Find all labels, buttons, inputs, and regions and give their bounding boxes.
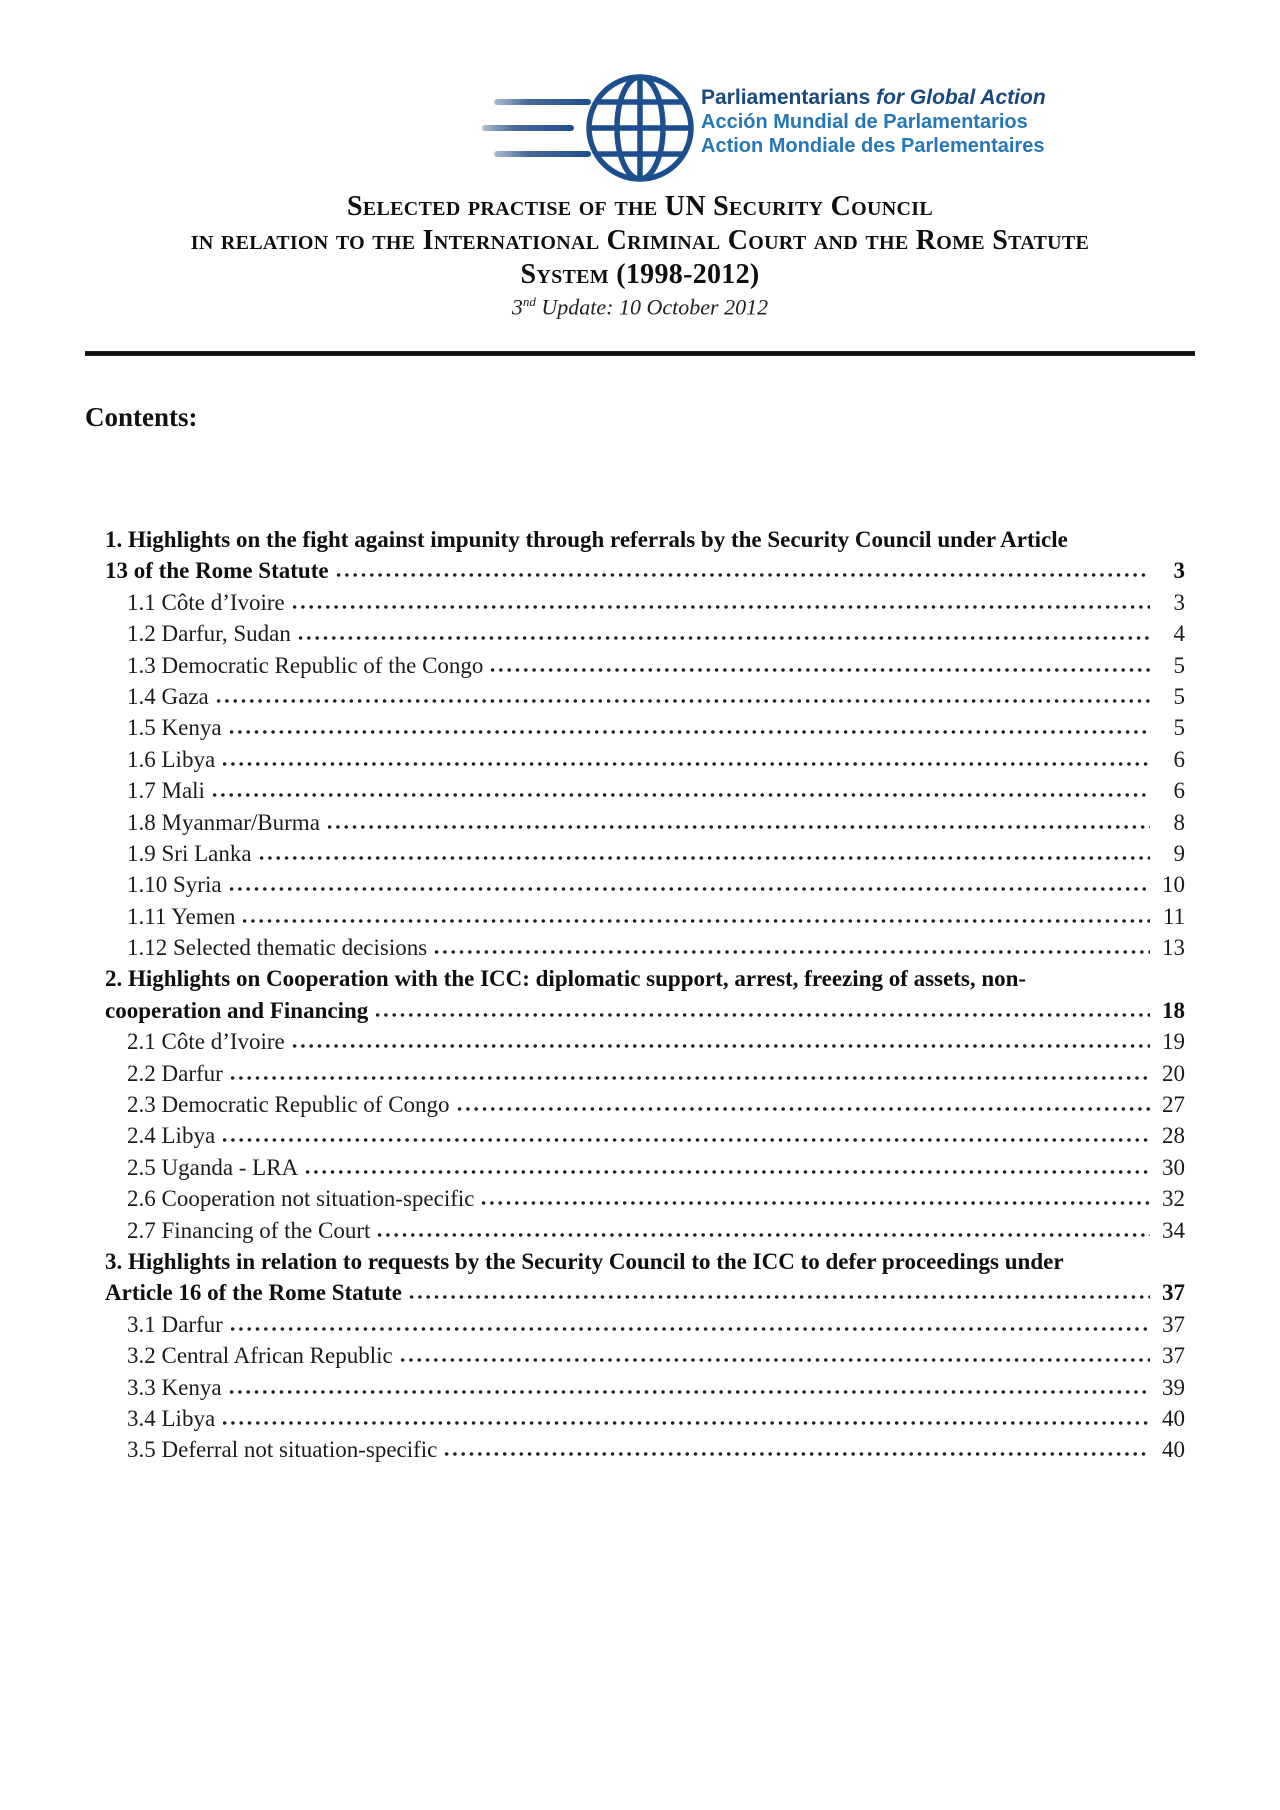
toc-section-1-heading-line2 [105,558,1185,589]
toc-page-number: 8 [1173,809,1185,835]
logo-org-name-italic: for Global Action [876,86,1046,109]
dot-leader [377,1232,1150,1238]
toc-item [105,935,1185,966]
dot-leader [292,1043,1150,1049]
toc-page-number: 20 [1162,1060,1185,1086]
logo-line-french: Action Mondiale des Parlementaires [701,135,1045,157]
dot-leader [305,1169,1150,1175]
toc-page-number: 40 [1162,1405,1185,1431]
toc-page-number: 37 [1162,1311,1185,1337]
dot-leader [298,635,1150,641]
toc-label: 3.2 Central African Republic [127,1343,393,1369]
toc-section-2-heading-line2 [105,998,1185,1029]
update-number: 3 [511,294,523,320]
update-subtitle [85,294,1195,320]
toc-item [105,872,1185,903]
dot-leader [409,1294,1150,1300]
contents-heading: Contents: [85,402,198,432]
dot-leader [481,1200,1150,1206]
dot-leader [434,949,1150,955]
dot-leader [490,667,1150,673]
toc-item [105,684,1185,715]
toc-label: 1.7 Mali [127,778,205,804]
dot-leader [259,855,1150,861]
toc-page-number: 5 [1173,715,1185,741]
table-of-contents [105,527,1185,1469]
toc-item [105,1375,1185,1406]
dot-leader [292,604,1150,610]
toc-label: 2.4 Libya [127,1123,216,1149]
toc-page-number: 5 [1173,652,1185,678]
toc-page-number: 19 [1162,1029,1185,1055]
dot-leader [229,1389,1150,1395]
dot-leader [400,1357,1150,1363]
toc-item [105,1155,1185,1186]
update-text: Update: 10 October 2012 [535,294,769,320]
toc-page-number: 3 [1173,558,1185,584]
toc-page-number: 30 [1162,1154,1185,1180]
toc-section-3-heading-line1: 3. Highlights in relation to requests by the Security Council to the ICC to defer proceedings under [105,1248,1064,1274]
toc-page-number: 37 [1162,1343,1185,1369]
toc-page-number: 27 [1162,1092,1185,1118]
title-line-1: Selected practise of the UN Security Council [347,191,933,222]
toc-item [105,841,1185,872]
toc-page-number: 40 [1162,1437,1185,1463]
toc-page-number: 34 [1162,1217,1185,1243]
toc-label: 1.3 Democratic Republic of the Congo [127,652,484,678]
dot-leader [375,1012,1150,1018]
toc-page-number: 13 [1162,935,1185,961]
dot-leader [222,1420,1150,1426]
toc-item [105,1312,1185,1343]
toc-label: 1.8 Myanmar/Burma [127,809,320,835]
logo-org-name: Parliamentarians [701,86,877,109]
toc-label: 1.6 Libya [127,746,216,772]
toc-page-number: 37 [1162,1280,1185,1306]
toc-item [105,1092,1185,1123]
toc-page-number: 4 [1173,621,1185,647]
toc-section-3-heading-line2 [105,1280,1185,1311]
logo-line-english [701,86,1046,110]
dot-leader [230,1326,1150,1332]
dot-leader [444,1451,1150,1457]
toc-page-number: 39 [1162,1374,1185,1400]
toc-page-number: 6 [1173,778,1185,804]
toc-item [105,621,1185,652]
toc-item [105,778,1185,809]
toc-item [105,1061,1185,1092]
update-ordinal: nd [522,294,536,309]
toc-label: cooperation and Financing [105,997,369,1023]
toc-section-2-heading-line1: 2. Highlights on Cooperation with the ICC: diplomatic support, arrest, freezing of assets, non- [105,966,1027,992]
toc-label: 13 of the Rome Statute [105,558,329,584]
toc-item [105,1186,1185,1217]
globe-icon [482,66,697,191]
toc-page-number: 10 [1162,872,1185,898]
toc-item [105,1218,1185,1249]
dot-leader [212,792,1150,798]
toc-page-number: 28 [1162,1123,1185,1149]
dot-leader [457,1106,1150,1112]
horizontal-rule [85,351,1195,356]
toc-item [105,1406,1185,1437]
toc-label: 1.10 Syria [127,872,222,898]
dot-leader [229,729,1150,735]
toc-item [105,904,1185,935]
toc-label: 1.2 Darfur, Sudan [127,621,291,647]
dot-leader [222,761,1150,767]
toc-label: 1.5 Kenya [127,715,222,741]
toc-label: 1.12 Selected thematic decisions [127,935,428,961]
dot-leader [230,1075,1150,1081]
toc-page-number: 6 [1173,746,1185,772]
toc-label: 3.3 Kenya [127,1374,222,1400]
toc-item [105,747,1185,778]
toc-label: 2.3 Democratic Republic of Congo [127,1092,450,1118]
toc-item [105,1029,1185,1060]
toc-item [105,715,1185,746]
toc-item [105,653,1185,684]
toc-label: 1.1 Côte d’Ivoire [127,589,285,615]
toc-page-number: 32 [1162,1186,1185,1212]
dot-leader [242,918,1150,924]
toc-label: 2.1 Côte d’Ivoire [127,1029,285,1055]
toc-label: 3.1 Darfur [127,1311,223,1337]
dot-leader [216,698,1150,704]
logo-line-spanish: Acción Mundial de Parlamentarios [701,111,1028,133]
toc-label: 1.11 Yemen [127,903,236,929]
dot-leader [327,824,1150,830]
title-line-3: System (1998-2012) [520,259,760,290]
toc-section-1-heading-line1: 1. Highlights on the fight against impunity through referrals by the Security Council under Article [105,527,1068,552]
logo-wordmark [701,86,1046,158]
toc-page-number: 5 [1173,683,1185,709]
toc-label: 1.9 Sri Lanka [127,840,252,866]
toc-item [105,1343,1185,1374]
toc-item [105,1123,1185,1154]
title-line-2: in relation to the International Criminal Court and the Rome Statute [190,225,1090,256]
toc-page-number: 3 [1173,589,1185,615]
dot-leader [229,886,1150,892]
toc-label: 3.4 Libya [127,1405,216,1431]
toc-label: 2.6 Cooperation not situation-specific [127,1186,475,1212]
toc-page-number: 9 [1173,840,1185,866]
toc-label: 1.4 Gaza [127,683,209,709]
toc-page-number: 11 [1162,903,1185,929]
toc-label: 2.2 Darfur [127,1060,223,1086]
dot-leader [336,572,1150,578]
toc-label: 2.5 Uganda - LRA [127,1154,299,1180]
toc-item [105,590,1185,621]
toc-label: 2.7 Financing of the Court [127,1217,371,1243]
toc-page-number: 18 [1162,997,1185,1023]
dot-leader [222,1137,1150,1143]
toc-item [105,1437,1185,1468]
toc-label: Article 16 of the Rome Statute [105,1280,402,1306]
toc-label: 3.5 Deferral not situation-specific [127,1437,438,1463]
toc-item [105,810,1185,841]
document-title [85,190,1195,320]
